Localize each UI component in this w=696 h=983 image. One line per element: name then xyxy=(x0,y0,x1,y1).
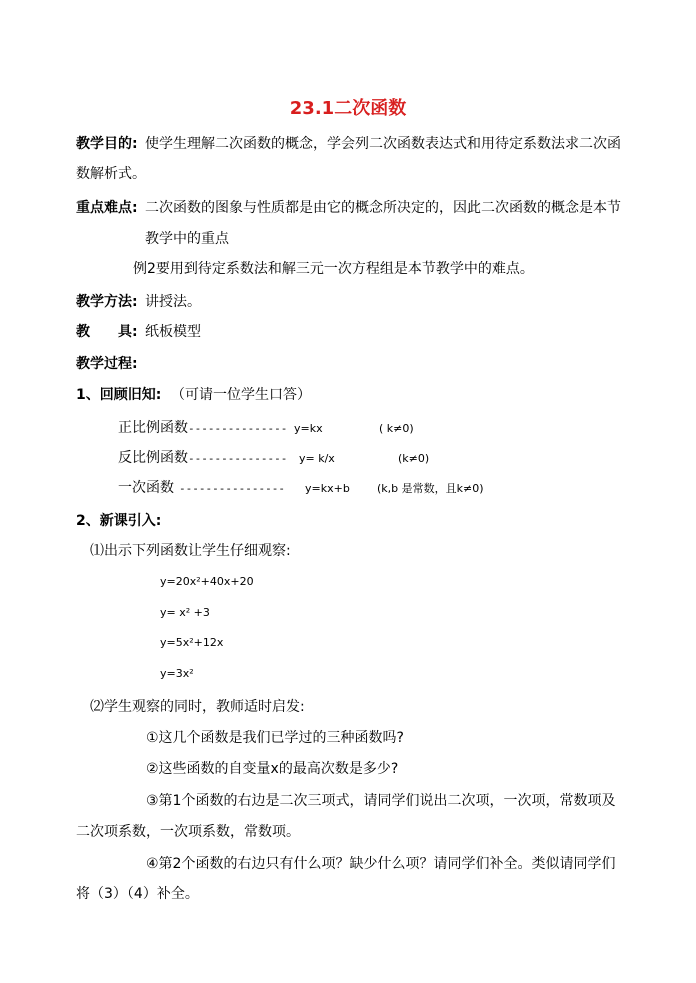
function-item: y=20x²+40x+20 xyxy=(160,575,254,588)
question-4-line-1: ④第2个函数的右边只有什么项？缺少什么项？请同学们补全。类似请同学们 xyxy=(146,856,616,872)
tools-label-a: 教 xyxy=(76,324,90,340)
objective-line-2: 数解析式。 xyxy=(76,166,146,182)
review-note: （可请一位学生口答） xyxy=(171,387,311,403)
review-row-name: 正比例函数 xyxy=(118,420,188,436)
review-row-formula: y=kx xyxy=(294,422,323,435)
tools-label-b: 具: xyxy=(118,324,138,340)
review-row-dashes: --------------- xyxy=(188,452,288,465)
key-points-line-3: 例2要用到待定系数法和解三元一次方程组是本节教学中的难点。 xyxy=(133,261,534,277)
function-item: y=5x²+12x xyxy=(160,636,224,649)
tools-text: 纸板模型 xyxy=(145,324,201,340)
page-title: 23.1二次函数 xyxy=(289,98,407,119)
process-label: 教学过程: xyxy=(76,356,138,372)
intro-step-1: ⑴出示下列函数让学生仔细观察: xyxy=(90,543,291,559)
intro-heading: 2、新课引入: xyxy=(76,513,162,529)
review-row-dashes: ---------------- xyxy=(179,482,285,495)
key-points-line-2: 教学中的重点 xyxy=(145,231,229,247)
method-text: 讲授法。 xyxy=(145,294,201,310)
question-3-line-2: 二次项系数，一次项系数，常数项。 xyxy=(76,824,300,840)
review-row-dashes: --------------- xyxy=(188,422,288,435)
question-1: ①这几个函数是我们已学过的三种函数吗? xyxy=(146,730,404,746)
review-row-formula: y= k/x xyxy=(299,452,335,465)
key-points-label: 重点难点: xyxy=(76,200,138,216)
review-heading: 1、回顾旧知: xyxy=(76,387,162,403)
review-row-condition: (k≠0) xyxy=(398,452,430,465)
review-row-name: 一次函数 xyxy=(118,480,174,496)
function-item: y=3x² xyxy=(160,667,194,680)
review-row-name: 反比例函数 xyxy=(118,450,188,466)
question-3-line-1: ③第1个函数的右边是二次三项式，请同学们说出二次项，一次项，常数项及 xyxy=(146,793,616,809)
review-row-condition: (k,b 是常数，且k≠0) xyxy=(377,482,484,495)
method-label: 教学方法: xyxy=(76,294,138,310)
review-row-condition: ( k≠0) xyxy=(379,422,414,435)
objective-line-1: 使学生理解二次函数的概念，学会列二次函数表达式和用待定系数法求二次函 xyxy=(145,136,621,152)
review-row-formula: y=kx+b xyxy=(305,482,350,495)
question-2: ②这些函数的自变量x的最高次数是多少? xyxy=(146,761,399,777)
key-points-line-1: 二次函数的图象与性质都是由它的概念所决定的，因此二次函数的概念是本节 xyxy=(145,200,621,216)
question-4-line-2: 将（3）（4）补全。 xyxy=(76,886,199,902)
intro-step-2: ⑵学生观察的同时，教师适时启发: xyxy=(90,699,305,715)
function-item: y= x² +3 xyxy=(160,606,210,619)
objective-label: 教学目的: xyxy=(76,136,138,152)
